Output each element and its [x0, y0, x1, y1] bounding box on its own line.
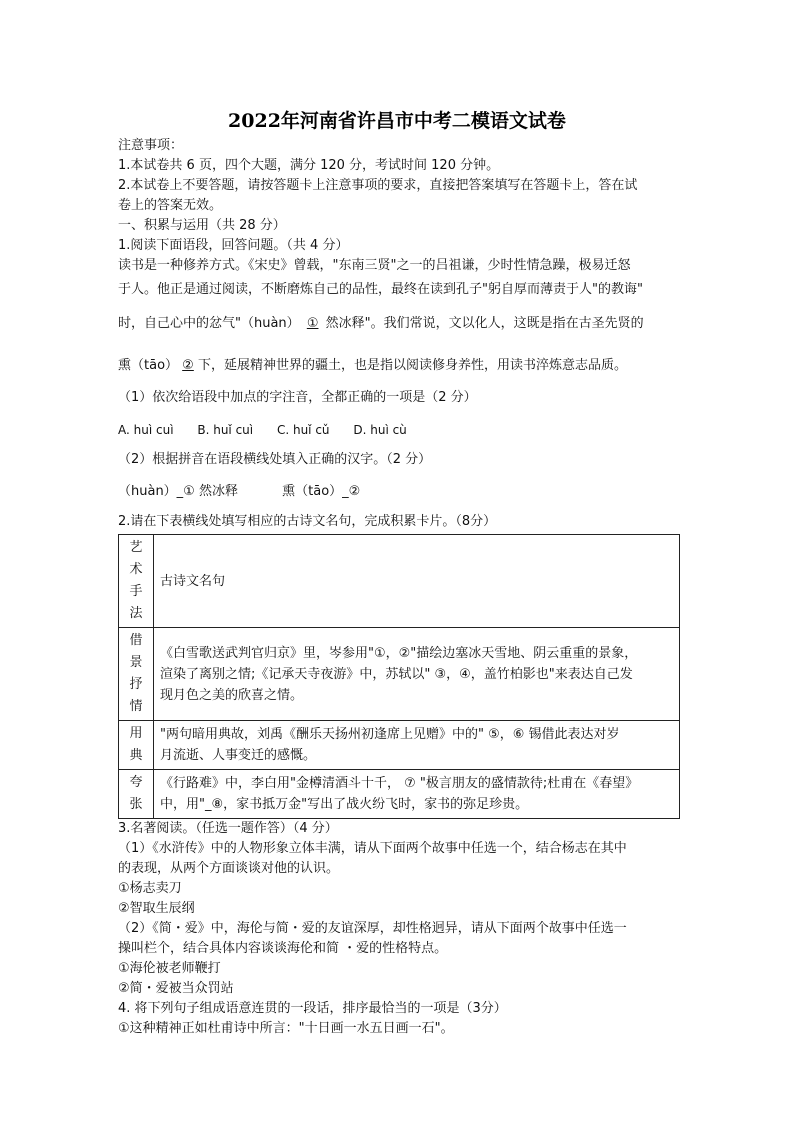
row-label-char: 情: [129, 699, 143, 714]
row-label-cell: [119, 628, 154, 721]
row-content-line: "两句暗用典故，刘禹《酬乐天扬州初逢席上见赠》中的" ⑤，⑥ 锡借此表达对岁: [160, 727, 620, 742]
row-label-char: 用: [129, 726, 143, 741]
row-label-char: 景: [129, 655, 143, 670]
row-content-line: 《白雪歌送武判官归京》里，岑参用"①，②"描绘边塞冰天雪地、阴云重重的景象，: [160, 645, 638, 661]
passage-text: 熏（tāo）: [118, 358, 179, 373]
row-label-char: 夸: [129, 775, 143, 790]
question-stem: 3.名著阅读。（任选一题作答）（4 分）: [118, 821, 338, 836]
blank-marker: ①: [306, 316, 319, 331]
subquestion-line: （2）《简・爱》中，海伦与简・爱的友谊深厚，却性格迥异，请从下面两个故事中任选一: [118, 921, 627, 936]
passage-text: 时，自己心中的忿气"（huàn）: [118, 316, 300, 331]
option-b: B. huǐ cuì: [197, 423, 254, 437]
subquestion-line: （1）《水浒传》中的人物形象立体丰满，请从下面两个故事中任选一个，结合杨志在其中: [118, 841, 627, 856]
question-stem: 1.阅读下面语段，回答问题。（共 4 分）: [118, 238, 349, 253]
story-option: ①海伦被老师鞭打: [118, 961, 221, 976]
row-label-cell: [119, 721, 154, 770]
notice-heading: 注意事项：: [118, 138, 184, 153]
header-char: 手: [129, 584, 143, 599]
passage-line: [118, 314, 680, 334]
row-content-line: 渲染了离别之情;《记承天寺夜游》中，苏轼以" ③，④，盖竹柏影也"来表达自己发: [160, 666, 633, 682]
passage-text: 下，延展精神世界的疆土，也是指以阅读修身养性，用读书淬炼意志品质。: [197, 358, 627, 373]
header-char: 艺: [129, 540, 143, 555]
answer-b: 熏（tāo）_②: [282, 484, 361, 499]
exam-body: [118, 136, 680, 1039]
row-label-char: 借: [129, 633, 143, 648]
option-a: A. huì cuì: [118, 423, 174, 437]
story-option: ②智取生辰纲: [118, 901, 195, 916]
table-row: [119, 770, 680, 819]
answer-a: （huàn）_① 然冰释: [118, 484, 238, 499]
story-option: ②简・爱被当众罚站: [118, 981, 234, 996]
option-d: D. huì cù: [353, 423, 407, 437]
blank-marker: ②: [182, 358, 194, 373]
passage-line: [118, 356, 680, 376]
notice-item: 1.本试卷共 6 页，四个大题，满分 120 分，考试时间 120 分钟。: [118, 158, 500, 173]
option-c: C. huǐ cǔ: [276, 423, 330, 437]
header-label-cell: [119, 535, 154, 628]
notice-item: 卷上的答案无效。: [118, 198, 223, 213]
row-content-line: 中，用"_⑧，家书抵万金"写出了战火纷飞时，家书的弥足珍贵。: [160, 797, 529, 812]
row-label-cell: [119, 770, 154, 819]
passage-text: 然冰释"。我们常说，文以化人，这既是指在古圣先贤的: [325, 316, 644, 331]
sentence-item: ①这种精神正如杜甫诗中所言："十日画一水五日画一石"。: [118, 1021, 454, 1036]
section-heading: 一、积累与运用（共 28 分）: [118, 218, 286, 233]
header-value-cell: 古诗文名句: [154, 535, 680, 628]
passage-line: 读书是一种修养方式。《宋史》曾载，"东南三贤"之一的吕祖谦，少时性情急躁，极易迁怒: [118, 258, 631, 273]
row-content-line: 现月色之美的欣喜之情。: [160, 687, 304, 703]
question-stem: 2.请在下表横线处填写相应的古诗文名句，完成积累卡片。（8分）: [118, 514, 497, 529]
page-title: 2022年河南省许昌市中考二模语文试卷: [228, 110, 566, 132]
story-option: ①杨志卖刀: [118, 881, 182, 896]
subquestion: （1）依次给语段中加点的字注音，全都正确的一项是（2 分）: [118, 390, 477, 405]
row-content-cell: [154, 628, 680, 721]
question-stem: 4. 将下列句子组成语意连贯的一段话，排序最恰当的一项是（3分）: [118, 1001, 507, 1016]
notice-item: 2.本试卷上不要答题，请按答题卡上注意事项的要求，直接把答案填写在答题卡上，答在试: [118, 178, 638, 193]
answer-row: [118, 482, 680, 502]
header-char: 术: [129, 562, 143, 577]
row-content-line: 月流逝、人事变迁的感慨。: [160, 748, 317, 763]
table-row: [119, 628, 680, 721]
passage-line: 于人。他正是通过阅读，不断磨炼自己的品性，最终在读到孔子"躬自厚而薄责于人"的教诲": [118, 282, 643, 297]
option-row: [118, 420, 680, 440]
row-content-cell: [154, 721, 680, 770]
subquestion: （2）根据拼音在语段横线处填入正确的汉字。（2 分）: [118, 452, 432, 467]
row-content-line: 《行路难》中，李白用"金樽清酒斗十千， ⑦ "极言朋友的盛情款待;杜甫在《春望》: [160, 776, 639, 791]
table-header-row: [119, 535, 680, 628]
row-label-char: 抒: [129, 677, 143, 692]
poetry-card-table: [118, 534, 680, 819]
row-content-cell: [154, 770, 680, 819]
table-row: [119, 721, 680, 770]
row-label-char: 张: [129, 797, 143, 812]
subquestion-line: 操叫栏个，结合具体内容谈谈海伦和简 ・爱的性格特点。: [118, 941, 448, 956]
row-label-char: 典: [129, 748, 143, 763]
subquestion-line: 的表现，从两个方面谈谈对他的认识。: [118, 861, 340, 876]
header-char: 法: [129, 606, 143, 621]
